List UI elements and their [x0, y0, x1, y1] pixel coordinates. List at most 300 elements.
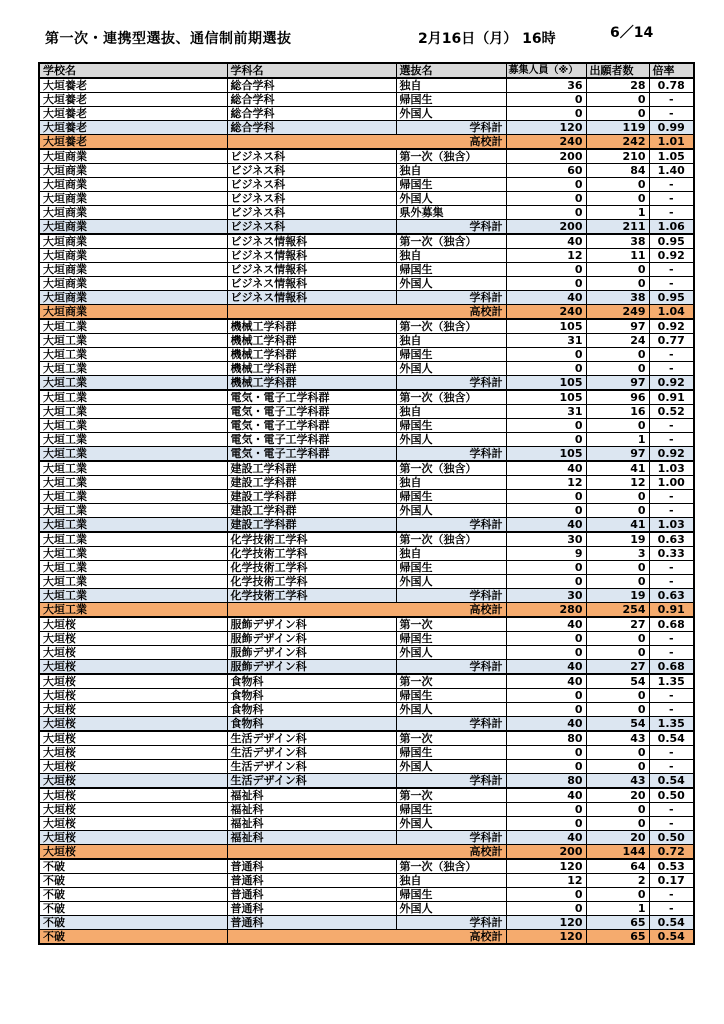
ratio-cell: 0.91 [649, 603, 694, 618]
sel-total-label-cell: 高校計 [227, 305, 506, 320]
header-datetime: 2月16日（月） 16時 [418, 31, 556, 47]
sel-name-cell: 第一次（独含） [396, 390, 506, 405]
sel-name-cell: 外国人 [396, 646, 506, 660]
sel-name-cell: 外国人 [396, 433, 506, 447]
cap-cell: 120 [506, 916, 586, 930]
sel-name-cell: 外国人 [396, 817, 506, 831]
dept-name-cell: 福祉科 [227, 803, 396, 817]
school-name-cell: 大垣商業 [39, 220, 227, 235]
school-name-cell: 大垣工業 [39, 532, 227, 547]
cap-cell: 31 [506, 405, 586, 419]
ratio-cell: 0.95 [649, 234, 694, 249]
school-name-cell: 大垣工業 [39, 348, 227, 362]
cap-cell: 12 [506, 874, 586, 888]
table-row [39, 206, 694, 220]
cap-cell: 40 [506, 831, 586, 845]
dept-name-cell: 普通科 [227, 859, 396, 874]
app-cell: 210 [586, 149, 649, 164]
dept-name-cell: 建設工学科群 [227, 461, 396, 476]
cap-cell: 30 [506, 532, 586, 547]
dept-name-cell: 服飾デザイン科 [227, 660, 396, 675]
sel-name-cell: 帰国生 [396, 746, 506, 760]
sel-name-cell: 帰国生 [396, 419, 506, 433]
school-name-cell: 大垣養老 [39, 121, 227, 135]
ratio-cell: - [649, 803, 694, 817]
dept-name-cell: 化学技術工学科 [227, 589, 396, 603]
ratio-cell: 0.68 [649, 660, 694, 675]
school-name-cell: 大垣商業 [39, 305, 227, 320]
cap-cell: 0 [506, 263, 586, 277]
cap-cell: 240 [506, 135, 586, 150]
app-cell: 0 [586, 746, 649, 760]
app-cell: 24 [586, 334, 649, 348]
table-row [39, 149, 694, 164]
school-name-cell: 大垣商業 [39, 249, 227, 263]
dept-name-cell: ビジネス情報科 [227, 249, 396, 263]
ratio-cell: - [649, 817, 694, 831]
app-cell: 28 [586, 78, 649, 93]
dept-name-cell: 総合学科 [227, 93, 396, 107]
cap-cell: 0 [506, 206, 586, 220]
table-row [39, 632, 694, 646]
dept-name-cell: 普通科 [227, 902, 396, 916]
dept-total-row [39, 660, 694, 675]
dept-name-cell: 服飾デザイン科 [227, 646, 396, 660]
dept-name-cell: 電気・電子工学科群 [227, 419, 396, 433]
school-name-cell: 不破 [39, 902, 227, 916]
dept-name-cell: 化学技術工学科 [227, 532, 396, 547]
sel-name-cell: 学科計 [396, 717, 506, 732]
cap-cell: 0 [506, 504, 586, 518]
cap-cell: 0 [506, 575, 586, 589]
school-name-cell: 大垣工業 [39, 504, 227, 518]
dept-name-cell: 化学技術工学科 [227, 575, 396, 589]
ratio-cell: 0.68 [649, 617, 694, 632]
ratio-cell: - [649, 192, 694, 206]
dept-name-cell: 総合学科 [227, 107, 396, 121]
ratio-cell: 1.35 [649, 674, 694, 689]
sel-name-cell: 学科計 [396, 447, 506, 462]
school-name-cell: 大垣桜 [39, 617, 227, 632]
ratio-cell: 0.54 [649, 930, 694, 945]
table-row [39, 902, 694, 916]
cap-cell: 0 [506, 760, 586, 774]
app-cell: 19 [586, 589, 649, 603]
dept-name-cell: 電気・電子工学科群 [227, 447, 396, 462]
cap-cell: 40 [506, 461, 586, 476]
ratio-cell: - [649, 93, 694, 107]
dept-name-cell: ビジネス科 [227, 178, 396, 192]
dept-total-row [39, 376, 694, 391]
cap-cell: 40 [506, 234, 586, 249]
table-row [39, 888, 694, 902]
sel-name-cell: 独自 [396, 874, 506, 888]
app-cell: 41 [586, 518, 649, 533]
dept-name-cell: 普通科 [227, 916, 396, 930]
dept-name-cell: ビジネス情報科 [227, 291, 396, 305]
cap-cell: 280 [506, 603, 586, 618]
ratio-cell: - [649, 277, 694, 291]
school-name-cell: 大垣工業 [39, 461, 227, 476]
table-row [39, 249, 694, 263]
cap-cell: 60 [506, 164, 586, 178]
sel-name-cell: 学科計 [396, 916, 506, 930]
table-row [39, 504, 694, 518]
table-row [39, 178, 694, 192]
dept-total-row [39, 220, 694, 235]
sel-name-cell: 学科計 [396, 291, 506, 305]
cap-cell: 105 [506, 376, 586, 391]
cap-cell: 200 [506, 149, 586, 164]
app-cell: 0 [586, 561, 649, 575]
sel-name-cell: 第一次 [396, 731, 506, 746]
ratio-cell: 0.72 [649, 845, 694, 860]
ratio-cell: 0.50 [649, 831, 694, 845]
table-row [39, 405, 694, 419]
school-name-cell: 大垣工業 [39, 589, 227, 603]
school-name-cell: 大垣桜 [39, 660, 227, 675]
school-name-cell: 不破 [39, 916, 227, 930]
sel-name-cell: 学科計 [396, 376, 506, 391]
sel-name-cell: 帰国生 [396, 263, 506, 277]
sel-total-label-cell: 高校計 [227, 135, 506, 150]
school-name-cell: 大垣桜 [39, 803, 227, 817]
school-total-row [39, 305, 694, 320]
ratio-cell: - [649, 178, 694, 192]
app-cell: 0 [586, 490, 649, 504]
ratio-cell: - [649, 902, 694, 916]
ratio-cell: 1.05 [649, 149, 694, 164]
app-cell: 0 [586, 192, 649, 206]
dept-total-row [39, 831, 694, 845]
cap-cell: 0 [506, 902, 586, 916]
app-cell: 1 [586, 433, 649, 447]
app-cell: 38 [586, 291, 649, 305]
table-row [39, 575, 694, 589]
school-name-cell: 大垣桜 [39, 845, 227, 860]
app-cell: 0 [586, 703, 649, 717]
school-name-cell: 大垣工業 [39, 547, 227, 561]
ratio-cell: - [649, 632, 694, 646]
school-name-cell: 大垣工業 [39, 518, 227, 533]
ratio-cell: 0.95 [649, 291, 694, 305]
cap-cell: 200 [506, 845, 586, 860]
ratio-cell: - [649, 746, 694, 760]
sel-name-cell: 学科計 [396, 774, 506, 789]
dept-name-cell: 電気・電子工学科群 [227, 433, 396, 447]
dept-name-cell: 総合学科 [227, 78, 396, 93]
dept-name-cell: ビジネス科 [227, 192, 396, 206]
sel-name-cell: 独自 [396, 164, 506, 178]
app-cell: 0 [586, 504, 649, 518]
cap-cell: 80 [506, 731, 586, 746]
school-name-cell: 大垣工業 [39, 476, 227, 490]
table-row [39, 760, 694, 774]
school-name-cell: 大垣商業 [39, 178, 227, 192]
ratio-cell: 1.06 [649, 220, 694, 235]
app-cell: 0 [586, 419, 649, 433]
sel-name-cell: 第一次 [396, 674, 506, 689]
table-row [39, 107, 694, 121]
app-cell: 119 [586, 121, 649, 135]
ratio-cell: - [649, 760, 694, 774]
cap-cell: 200 [506, 220, 586, 235]
app-cell: 0 [586, 803, 649, 817]
table-row [39, 617, 694, 632]
ratio-cell: 0.92 [649, 447, 694, 462]
table-row [39, 646, 694, 660]
cap-cell: 0 [506, 803, 586, 817]
sel-name-cell: 帰国生 [396, 689, 506, 703]
cap-cell: 40 [506, 674, 586, 689]
cap-cell: 0 [506, 107, 586, 121]
ratio-cell: - [649, 504, 694, 518]
cap-cell: 0 [506, 277, 586, 291]
ratio-cell: 1.35 [649, 717, 694, 732]
dept-name-cell: ビジネス科 [227, 149, 396, 164]
dept-name-cell: 化学技術工学科 [227, 547, 396, 561]
table-row [39, 561, 694, 575]
ratio-cell: - [649, 419, 694, 433]
school-name-cell: 不破 [39, 874, 227, 888]
app-cell: 0 [586, 348, 649, 362]
sel-name-cell: 独自 [396, 405, 506, 419]
dept-name-cell: 機械工学科群 [227, 376, 396, 391]
dept-name-cell: 服飾デザイン科 [227, 617, 396, 632]
cap-cell: 0 [506, 561, 586, 575]
school-name-cell: 大垣桜 [39, 689, 227, 703]
dept-name-cell: 食物科 [227, 674, 396, 689]
school-total-row [39, 135, 694, 150]
school-name-cell: 大垣工業 [39, 419, 227, 433]
dept-total-row [39, 774, 694, 789]
school-total-row [39, 845, 694, 860]
cap-cell: 0 [506, 433, 586, 447]
ratio-cell: - [649, 703, 694, 717]
ratio-cell: 0.92 [649, 376, 694, 391]
dept-name-cell: 生活デザイン科 [227, 731, 396, 746]
table-row [39, 164, 694, 178]
school-name-cell: 大垣養老 [39, 107, 227, 121]
school-name-cell: 大垣工業 [39, 603, 227, 618]
school-name-cell: 大垣養老 [39, 78, 227, 93]
dept-name-cell: 機械工学科群 [227, 319, 396, 334]
dept-name-cell: ビジネス科 [227, 164, 396, 178]
dept-name-cell: 普通科 [227, 888, 396, 902]
column-header-selection: 選抜名 [396, 63, 506, 78]
school-name-cell: 大垣桜 [39, 717, 227, 732]
school-name-cell: 大垣桜 [39, 674, 227, 689]
cap-cell: 0 [506, 632, 586, 646]
dept-name-cell: 生活デザイン科 [227, 774, 396, 789]
column-header-school: 学校名 [39, 63, 227, 78]
sel-name-cell: 外国人 [396, 902, 506, 916]
school-name-cell: 大垣工業 [39, 376, 227, 391]
table-row [39, 461, 694, 476]
column-header-capacity: 募集人員（※） [506, 63, 586, 78]
table-row [39, 703, 694, 717]
ratio-cell: 0.53 [649, 859, 694, 874]
school-name-cell: 大垣商業 [39, 234, 227, 249]
cap-cell: 0 [506, 689, 586, 703]
ratio-cell: 0.52 [649, 405, 694, 419]
table-row [39, 277, 694, 291]
app-cell: 0 [586, 646, 649, 660]
app-cell: 97 [586, 447, 649, 462]
dept-total-row [39, 121, 694, 135]
dept-name-cell: 機械工学科群 [227, 348, 396, 362]
ratio-cell: 0.33 [649, 547, 694, 561]
cap-cell: 31 [506, 334, 586, 348]
app-cell: 0 [586, 817, 649, 831]
cap-cell: 0 [506, 348, 586, 362]
table-row [39, 674, 694, 689]
table-row [39, 263, 694, 277]
ratio-cell: 0.63 [649, 532, 694, 547]
sel-total-label-cell: 高校計 [227, 603, 506, 618]
table-row [39, 319, 694, 334]
cap-cell: 30 [506, 589, 586, 603]
dept-name-cell: 食物科 [227, 717, 396, 732]
app-cell: 0 [586, 632, 649, 646]
ratio-cell: 0.50 [649, 788, 694, 803]
app-cell: 249 [586, 305, 649, 320]
dept-name-cell: 化学技術工学科 [227, 561, 396, 575]
cap-cell: 105 [506, 319, 586, 334]
sel-name-cell: 帰国生 [396, 803, 506, 817]
cap-cell: 105 [506, 390, 586, 405]
table-row [39, 192, 694, 206]
ratio-cell: 0.17 [649, 874, 694, 888]
school-name-cell: 大垣桜 [39, 731, 227, 746]
cap-cell: 40 [506, 660, 586, 675]
sel-name-cell: 第一次 [396, 788, 506, 803]
table-row [39, 348, 694, 362]
ratio-cell: 0.54 [649, 774, 694, 789]
app-cell: 97 [586, 376, 649, 391]
app-cell: 211 [586, 220, 649, 235]
dept-total-row [39, 518, 694, 533]
school-name-cell: 大垣養老 [39, 93, 227, 107]
school-name-cell: 大垣桜 [39, 817, 227, 831]
school-name-cell: 大垣商業 [39, 192, 227, 206]
app-cell: 254 [586, 603, 649, 618]
app-cell: 20 [586, 831, 649, 845]
sel-name-cell: 外国人 [396, 703, 506, 717]
table-row [39, 689, 694, 703]
cap-cell: 0 [506, 362, 586, 376]
table-row [39, 859, 694, 874]
ratio-cell: 0.54 [649, 731, 694, 746]
school-name-cell: 不破 [39, 888, 227, 902]
ratio-cell: - [649, 433, 694, 447]
table-row [39, 419, 694, 433]
dept-name-cell: 総合学科 [227, 121, 396, 135]
app-cell: 1 [586, 206, 649, 220]
cap-cell: 80 [506, 774, 586, 789]
sel-name-cell: 独自 [396, 78, 506, 93]
sel-name-cell: 外国人 [396, 760, 506, 774]
ratio-cell: 0.78 [649, 78, 694, 93]
app-cell: 0 [586, 263, 649, 277]
sel-name-cell: 外国人 [396, 362, 506, 376]
ratio-cell: - [649, 646, 694, 660]
dept-name-cell: 機械工学科群 [227, 362, 396, 376]
table-row [39, 334, 694, 348]
table-row [39, 490, 694, 504]
dept-name-cell: 食物科 [227, 703, 396, 717]
ratio-cell: 0.77 [649, 334, 694, 348]
app-cell: 27 [586, 617, 649, 632]
cap-cell: 120 [506, 859, 586, 874]
app-cell: 54 [586, 717, 649, 732]
app-cell: 27 [586, 660, 649, 675]
school-name-cell: 大垣桜 [39, 788, 227, 803]
doc-header [0, 0, 724, 62]
dept-name-cell: 福祉科 [227, 831, 396, 845]
cap-cell: 40 [506, 717, 586, 732]
cap-cell: 0 [506, 192, 586, 206]
cap-cell: 240 [506, 305, 586, 320]
table-row [39, 362, 694, 376]
sel-name-cell: 帰国生 [396, 348, 506, 362]
ratio-cell: 1.01 [649, 135, 694, 150]
sel-name-cell: 帰国生 [396, 888, 506, 902]
school-name-cell: 大垣桜 [39, 703, 227, 717]
sel-name-cell: 外国人 [396, 575, 506, 589]
app-cell: 38 [586, 234, 649, 249]
ratio-cell: - [649, 362, 694, 376]
school-name-cell: 大垣工業 [39, 405, 227, 419]
ratio-cell: 1.03 [649, 461, 694, 476]
ratio-cell: 0.63 [649, 589, 694, 603]
dept-name-cell: ビジネス科 [227, 206, 396, 220]
dept-name-cell: ビジネス情報科 [227, 277, 396, 291]
app-cell: 242 [586, 135, 649, 150]
school-name-cell: 大垣桜 [39, 632, 227, 646]
ratio-cell: 0.92 [649, 249, 694, 263]
ratio-cell: 0.92 [649, 319, 694, 334]
sel-name-cell: 第一次（独含） [396, 461, 506, 476]
sel-name-cell: 帰国生 [396, 490, 506, 504]
sel-name-cell: 学科計 [396, 831, 506, 845]
app-cell: 12 [586, 476, 649, 490]
table-header-row [39, 63, 694, 78]
table-row [39, 433, 694, 447]
sel-name-cell: 学科計 [396, 121, 506, 135]
ratio-cell: - [649, 348, 694, 362]
table-row [39, 731, 694, 746]
app-cell: 84 [586, 164, 649, 178]
school-name-cell: 大垣養老 [39, 135, 227, 150]
dept-name-cell: 食物科 [227, 689, 396, 703]
school-total-row [39, 603, 694, 618]
cap-cell: 0 [506, 490, 586, 504]
school-name-cell: 大垣工業 [39, 575, 227, 589]
dept-name-cell: 建設工学科群 [227, 490, 396, 504]
app-cell: 11 [586, 249, 649, 263]
table-row [39, 817, 694, 831]
dept-name-cell: 機械工学科群 [227, 334, 396, 348]
dept-name-cell: ビジネス情報科 [227, 263, 396, 277]
sel-name-cell: 第一次（独含） [396, 532, 506, 547]
app-cell: 1 [586, 902, 649, 916]
app-cell: 0 [586, 689, 649, 703]
dept-name-cell: 服飾デザイン科 [227, 632, 396, 646]
ratio-cell: - [649, 888, 694, 902]
school-name-cell: 大垣工業 [39, 561, 227, 575]
school-name-cell: 大垣桜 [39, 774, 227, 789]
